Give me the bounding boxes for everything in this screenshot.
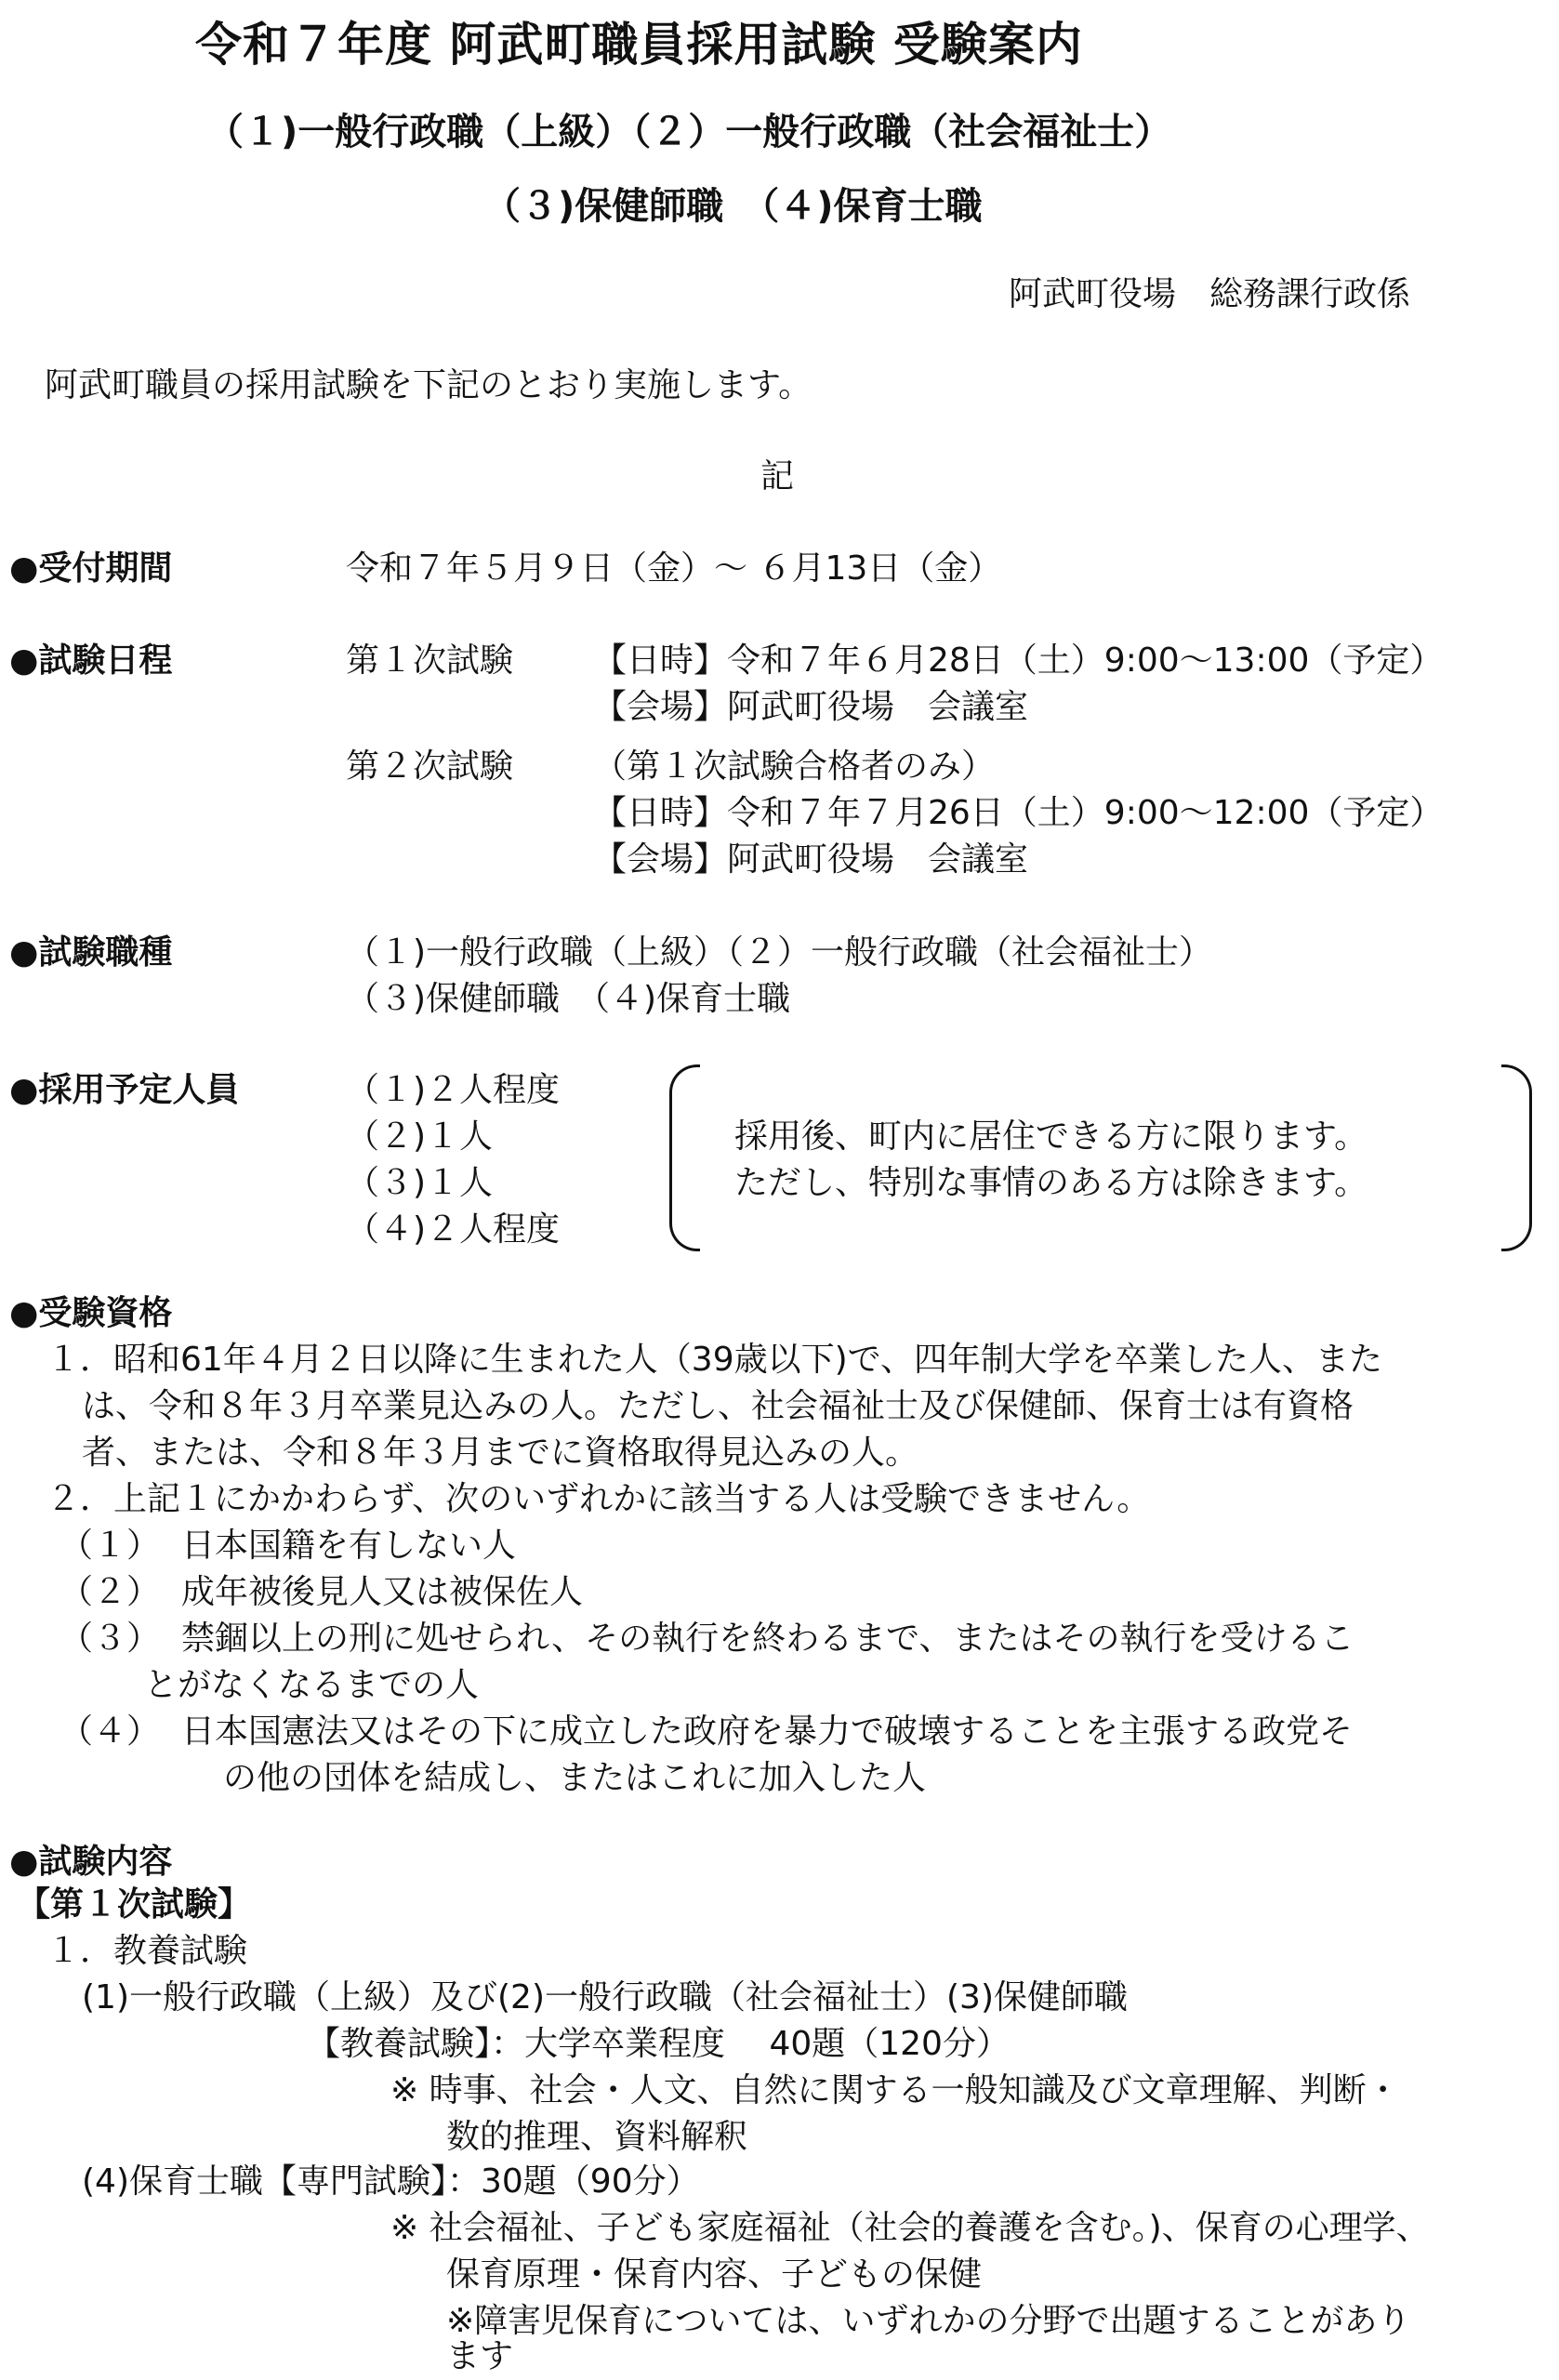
nursery-note-1: ※ 社会福祉、子ども家庭福祉（社会的養護を含む。)、保育の心理学、 [390, 2209, 1430, 2247]
headcount-note-1: 採用後、町内に居住できる方に限ります。 [734, 1117, 1368, 1156]
qualification-2: ２．上記１にかかわらず、次のいずれかに該当する人は受験できません。 [46, 1480, 1151, 1518]
reception-label: ●受付期間 [9, 549, 173, 588]
qualification-1-line-2: は、令和８年３月卒業見込みの人。ただし、社会福祉士及び保健師、保育士は有資格 [82, 1387, 1354, 1425]
qualification-1-line-3: 者、または、令和８年３月までに資格取得見込みの人。 [82, 1434, 919, 1472]
right-bracket [1501, 1064, 1532, 1251]
schedule-label: ●試験日程 [9, 641, 173, 680]
job-types-line-2: （３)保健師職 （４)保育士職 [346, 980, 791, 1018]
general-note-1: ※ 時事、社会・人文、自然に関する一般知識及び文章理解、判断・ [390, 2071, 1400, 2109]
headcount-item-4: （４)２人程度 [346, 1210, 561, 1249]
nursery-note-4: ます [446, 2337, 514, 2375]
first-exam-datetime: 【日時】令和７年６月28日（土）9:00～13:00（予定） [593, 641, 1444, 680]
first-exam-label: 第１次試験 [346, 641, 514, 680]
second-exam-datetime: 【日時】令和７年７月26日（土）9:00～12:00（予定） [593, 794, 1444, 832]
job-types-line-1: （１)一般行政職（上級）（２）一般行政職（社会福祉士） [346, 933, 1213, 972]
second-exam-note: （第１次試験合格者のみ） [593, 747, 996, 786]
nursery-exam: (4)保育士職【専門試験】：30題（90分） [82, 2162, 700, 2201]
disqualifier-3-text-2: とがなくなるまでの人 [144, 1666, 480, 1704]
general-note-2: 数的推理、資料解釈 [446, 2118, 748, 2156]
nursery-note-3: ※障害児保育については、いずれかの分野で出題することがあり [446, 2302, 1411, 2340]
first-exam-venue: 【会場】阿武町役場 会議室 [593, 688, 1029, 726]
page-title: 令和７年度 阿武町職員採用試験 受験案内 [195, 18, 1083, 72]
headcount-item-3: （３)１人 [346, 1164, 494, 1202]
qualification-1-line-1: １．昭和61年４月２日以降に生まれた人（39歳以下)で、四年制大学を卒業した人、また [46, 1341, 1382, 1379]
disqualifier-4-text-1: 日本国憲法又はその下に成立した政府を暴力で破壊することを主張する政党そ [181, 1712, 1354, 1751]
disqualifier-3-text-1: 禁錮以上の刑に処せられ、その執行を終わるまで、またはその執行を受けるこ [181, 1620, 1354, 1658]
disqualifier-4-number: （４） [59, 1712, 161, 1751]
reception-value: 令和７年５月９日（金）～ ６月13日（金） [346, 549, 1002, 588]
disqualifier-2-text: 成年被後見人又は被保佐人 [181, 1573, 584, 1611]
page-subtitle-2: （３)保健師職 （４)保育士職 [483, 185, 983, 228]
disqualifier-2-number: （２） [59, 1573, 161, 1611]
headcount-note-2: ただし、特別な事情のある方は除きます。 [734, 1164, 1368, 1202]
content-groups: (1)一般行政職（上級）及び(2)一般行政職（社会福祉士）(3)保健師職 [82, 1978, 1128, 2016]
qualifications-label: ●受験資格 [9, 1294, 173, 1332]
second-exam-venue: 【会場】阿武町役場 会議室 [593, 840, 1029, 879]
page-subtitle-1: （１)一般行政職（上級）（２）一般行政職（社会福祉士） [206, 111, 1172, 153]
second-exam-label: 第２次試験 [346, 747, 514, 786]
disqualifier-3-number: （３） [59, 1620, 161, 1658]
headcount-item-2: （２)１人 [346, 1117, 494, 1156]
content-item-1: １．教養試験 [46, 1932, 248, 1970]
nursery-note-2: 保育原理・保育内容、子どもの保健 [446, 2255, 983, 2294]
issuer: 阿武町役場 総務課行政係 [1009, 275, 1411, 313]
disqualifier-1-text: 日本国籍を有しない人 [181, 1527, 517, 1565]
intro-text: 阿武町職員の採用試験を下記のとおり実施します。 [45, 366, 813, 404]
first-exam-heading: 【第１次試験】 [17, 1885, 252, 1924]
ki-marker: 記 [760, 457, 795, 496]
disqualifier-4-text-2: の他の団体を結成し、またはこれに加入した人 [223, 1759, 927, 1797]
disqualifier-1-number: （１） [59, 1527, 161, 1565]
headcount-item-1: （１)２人程度 [346, 1071, 561, 1109]
headcount-label: ●採用予定人員 [9, 1071, 240, 1109]
job-types-label: ●試験職種 [9, 933, 173, 972]
general-exam: 【教養試験】：大学卒業程度 40題（120分） [307, 2025, 1010, 2063]
content-label: ●試験内容 [9, 1843, 173, 1881]
left-bracket [669, 1064, 700, 1251]
